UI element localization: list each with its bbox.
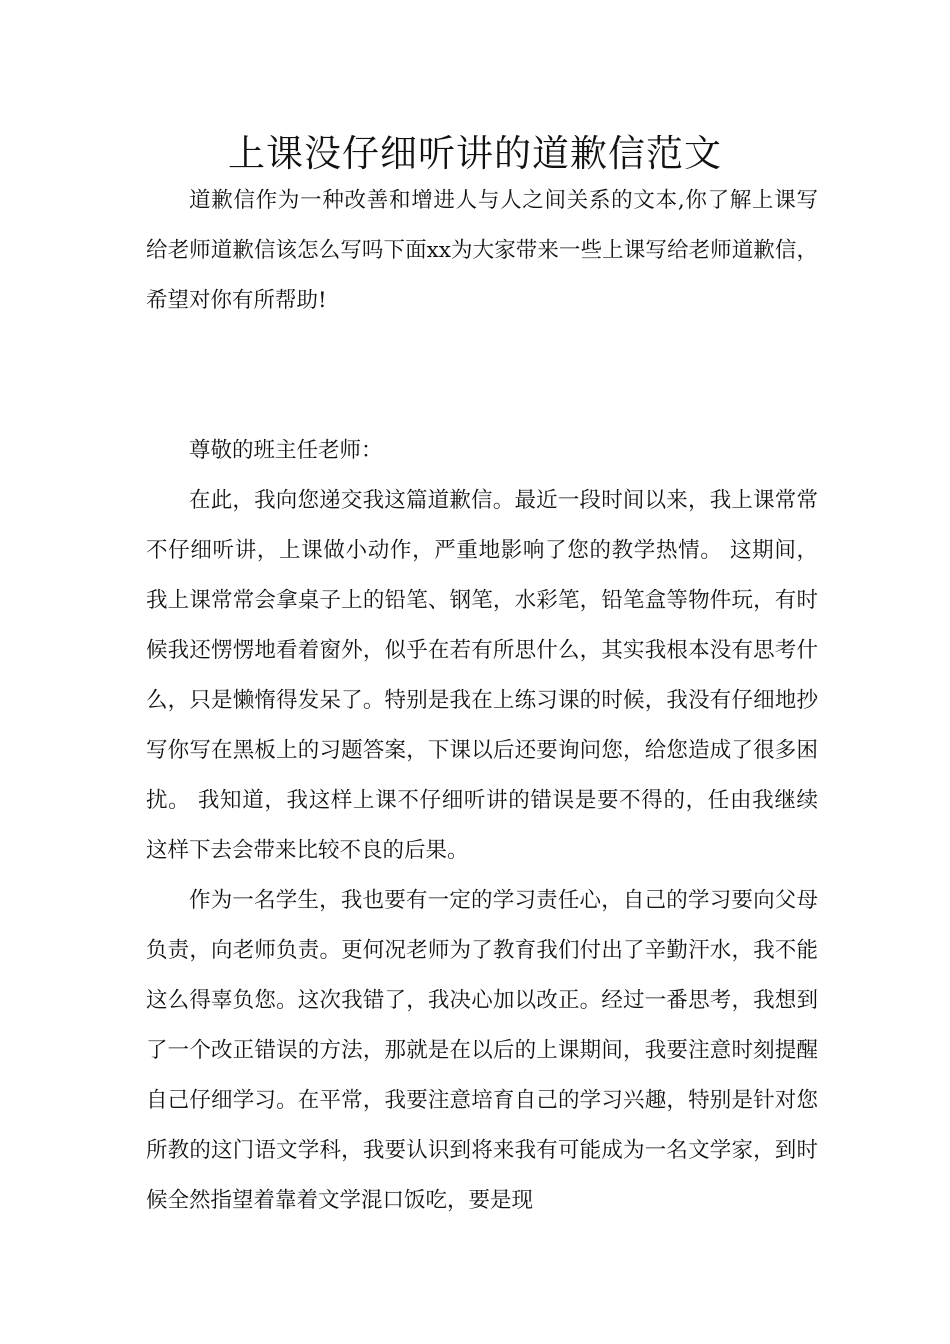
document-title: 上课没仔细听讲的道歉信范文	[228, 132, 722, 175]
intro-paragraph: 道歉信作为一种改善和增进人与人之间关系的文本,你了解上课写给老师道歉信该怎么写吗下面xx为大家带来一些上课写给老师道歉信，希望对你有所帮助!	[146, 188, 818, 313]
intro-block	[146, 176, 818, 326]
body-paragraph-1: 在此，我向您递交我这篇道歉信。最近一段时间以来，我上课常常不仔细听讲，上课做小动作，严重地影响了您的教学热情。 这期间，我上课常常会拿桌子上的铅笔、钢笔，水彩笔，铅笔盒等物件玩，有时候我还愣愣地看着窗外，似乎在若有所思什么，其实我根本没有思考什么，只是懒惰得发呆了。特别是我在上练习课的时候，我没有仔细地抄写你写在黑板上的习题答案，下课以后还要询问您，给您造成了很多困扰。 我知道，我这样上课不仔细听讲的错误是要不得的，任由我继续这样下去会带来比较不良的后果。	[146, 488, 818, 863]
letter-body	[146, 476, 818, 1226]
body-paragraph-2: 作为一名学生，我也要有一定的学习责任心，自己的学习要向父母负责，向老师负责。更何况老师为了教育我们付出了辛勤汗水，我不能这么得辜负您。这次我错了，我决心加以改正。经过一番思考，我想到了一个改正错误的方法，那就是在以后的上课期间，我要注意时刻提醒自己仔细学习。在平常，我要注意培育自己的学习兴趣，特别是针对您所教的这门语文学科，我要认识到将来我有可能成为一名文学家，到时候全然指望着靠着文学混口饭吃，要是现	[146, 888, 818, 1213]
salutation-block	[146, 426, 818, 476]
salutation: 尊敬的班主任老师：	[189, 438, 383, 463]
